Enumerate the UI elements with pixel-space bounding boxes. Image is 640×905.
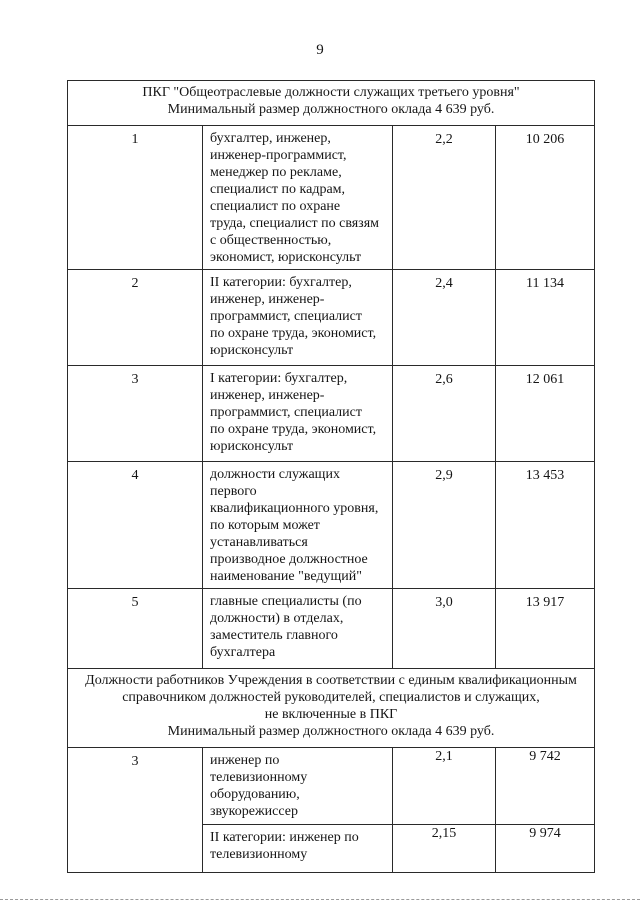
position-line: инженер, инженер-: [210, 388, 325, 403]
position-line: по охране труда, экономист,: [210, 422, 377, 437]
salary: 9 742: [496, 748, 595, 825]
qualification-level: 4: [68, 462, 203, 589]
position-line: звукорежиссер: [210, 804, 298, 819]
coefficient: 2,1: [393, 748, 496, 825]
position-line: инженер-программист,: [210, 148, 347, 163]
position-line: по которым может: [210, 518, 320, 533]
position-line: заместитель главного: [210, 628, 338, 643]
page-edge-divider: [0, 899, 640, 900]
section-subtitle: Минимальный размер должностного оклада 4 639 руб.: [167, 102, 495, 117]
position-cell: [203, 366, 393, 462]
coefficient: 2,9: [393, 462, 496, 589]
salary-table: [67, 80, 595, 873]
position-line: программист, специалист: [210, 405, 362, 420]
position-line: по охране труда, экономист,: [210, 326, 377, 341]
position-line: труда, специалист по связям: [210, 216, 380, 231]
table-row: [68, 366, 595, 462]
position-line: устанавливаться: [210, 535, 308, 550]
position-line: первого: [210, 484, 257, 499]
position-cell: [203, 462, 393, 589]
section-header: [68, 81, 595, 126]
position-line: I категории: бухгалтер,: [210, 371, 348, 386]
position-line: телевизионному: [210, 847, 308, 862]
position-cell: [203, 126, 393, 270]
coefficient: 3,0: [393, 589, 496, 669]
qualification-level: 2: [68, 270, 203, 366]
qualification-level: 3: [68, 748, 203, 873]
section-header-line: Минимальный размер должностного оклада 4 639 руб.: [167, 724, 495, 739]
position-line: с общественностью,: [210, 233, 332, 248]
coefficient: 2,4: [393, 270, 496, 366]
position-cell: [203, 270, 393, 366]
position-line: телевизионному: [210, 770, 308, 785]
position-line: производное должностное: [210, 552, 368, 567]
coefficient: 2,6: [393, 366, 496, 462]
qualification-level: 1: [68, 126, 203, 270]
position-line: специалист по охране: [210, 199, 341, 214]
position-line: должности) в отделах,: [210, 611, 344, 626]
salary: 9 974: [496, 825, 595, 873]
position-line: наименование "ведущий": [210, 569, 362, 584]
position-cell: [203, 589, 393, 669]
position-line: II категории: бухгалтер,: [210, 275, 352, 290]
section-header-row: [68, 669, 595, 748]
position-line: инженер по: [210, 753, 280, 768]
section-header-line: справочником должностей руководителей, специалистов и служащих,: [122, 690, 540, 705]
salary: 12 061: [496, 366, 595, 462]
position-line: специалист по кадрам,: [210, 182, 346, 197]
coefficient: 2,2: [393, 126, 496, 270]
position-line: II категории: инженер по: [210, 830, 359, 845]
table-row: [68, 589, 595, 669]
position-line: экономист, юрисконсульт: [210, 250, 362, 265]
coefficient: 2,15: [393, 825, 496, 873]
section-title: ПКГ "Общеотраслевые должности служащих третьего уровня": [142, 85, 520, 100]
position-line: главные специалисты (по: [210, 594, 362, 609]
position-line: инженер, инженер-: [210, 292, 325, 307]
page-number: 9: [316, 42, 324, 58]
position-line: квалификационного уровня,: [210, 501, 379, 516]
position-line: бухгалтер, инженер,: [210, 131, 331, 146]
table-row: [68, 126, 595, 270]
qualification-level: 3: [68, 366, 203, 462]
position-line: менеджер по рекламе,: [210, 165, 342, 180]
table-row: [68, 748, 595, 825]
salary: 13 917: [496, 589, 595, 669]
position-line: программист, специалист: [210, 309, 362, 324]
table-row: [68, 270, 595, 366]
section-header-line: Должности работников Учреждения в соответствии с единым квалификационным: [85, 673, 577, 688]
salary: 11 134: [496, 270, 595, 366]
section-header-line: не включенные в ПКГ: [264, 707, 398, 722]
salary: 13 453: [496, 462, 595, 589]
position-line: юрисконсульт: [210, 439, 294, 454]
position-line: бухгалтера: [210, 645, 276, 660]
position-cell: [203, 748, 393, 825]
salary: 10 206: [496, 126, 595, 270]
qualification-level: 5: [68, 589, 203, 669]
position-cell: [203, 825, 393, 873]
position-line: оборудованию,: [210, 787, 300, 802]
table-row: [68, 462, 595, 589]
section-header-row: [68, 81, 595, 126]
section-header: [68, 669, 595, 748]
position-line: должности служащих: [210, 467, 340, 482]
position-line: юрисконсульт: [210, 343, 294, 358]
